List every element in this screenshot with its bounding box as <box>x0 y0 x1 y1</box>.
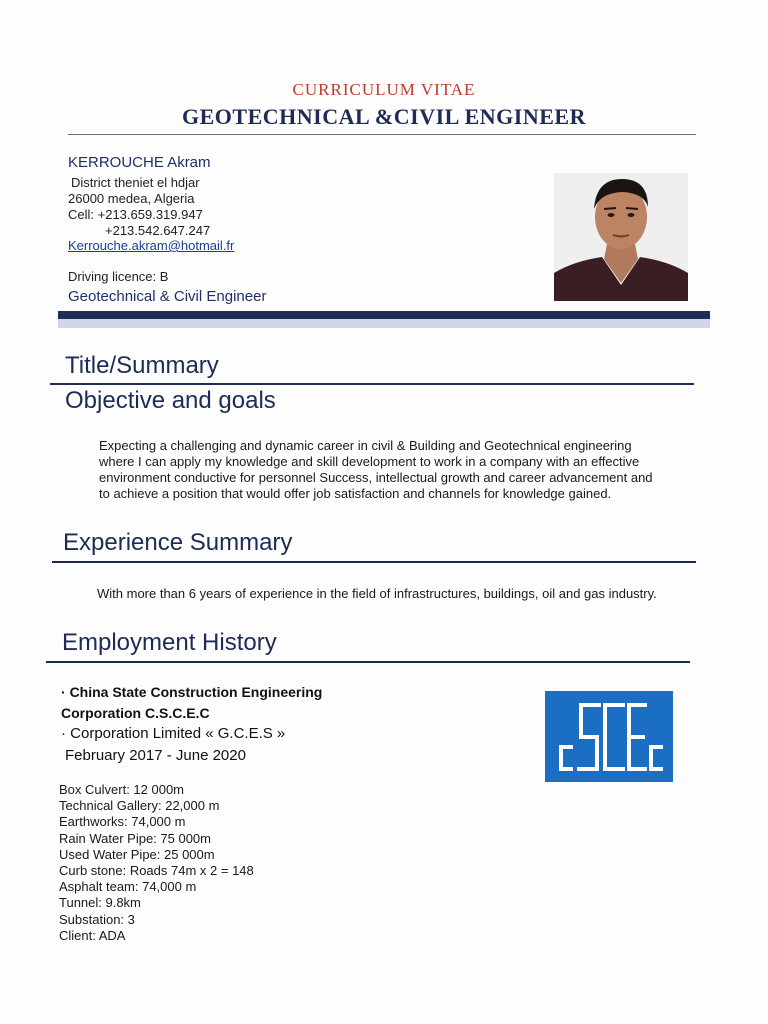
employer-subsidiary <box>61 725 285 742</box>
experience-text: With more than 6 years of experience in the field of infrastructures, buildings, oil and gas industry. <box>97 586 657 601</box>
list-item: Box Culvert: 12 000m <box>59 782 185 797</box>
list-item: Technical Gallery: 22,000 m <box>59 798 220 814</box>
person-portrait-icon <box>554 173 688 301</box>
objective-text: Expecting a challenging and dynamic career in civil & Building and Geotechnical engineering where I can apply my knowledge and skill development to work in a company with an effective environment conductive for personnel Success, intellectual growth and career advancement and to achieve a position that would offer job satisfaction and channels for knowledge gained. <box>99 438 653 501</box>
email-link[interactable]: Kerrouche.akram@hotmail.fr <box>68 238 235 253</box>
employer-line-2: Corporation C.S.C.E.C <box>61 705 210 721</box>
project-stats-list <box>59 782 254 944</box>
list-item: Substation: 3 <box>59 911 135 927</box>
list-item: Earthworks: 74,000 m <box>59 814 186 830</box>
cell-phone-2: +213.542.647.247 <box>105 223 211 238</box>
list-item: Client: ADA <box>59 927 126 943</box>
cscec-logo <box>545 691 673 782</box>
cell-phone: Cell: +213.659.319.947 <box>68 207 203 222</box>
candidate-name: KERROUCHE Akram <box>68 154 211 171</box>
employer-line-1: China State Construction Engineering <box>69 684 323 700</box>
section-title-summary: Title/Summary <box>65 352 219 379</box>
driving-licence: Driving licence: B <box>68 269 169 284</box>
bullet-icon: · <box>61 684 70 700</box>
list-item: Curb stone: Roads 74m x 2 = 148 <box>59 863 254 879</box>
logo-text: cSCEc <box>545 691 549 692</box>
header-divider <box>68 134 696 135</box>
address-line-1: District theniet el hdjar <box>71 175 200 190</box>
header-bar-light <box>58 319 710 328</box>
section-rule-employment <box>46 661 690 663</box>
cscec-logo-icon <box>545 691 673 782</box>
list-item: Rain Water Pipe: 75 000m <box>59 830 211 846</box>
section-rule-experience <box>52 561 696 563</box>
employer-name <box>61 682 322 724</box>
header-bar-dark <box>58 311 710 319</box>
employment-period: February 2017 - June 2020 <box>65 747 246 764</box>
list-item: Asphalt team: 74,000 m <box>59 879 197 895</box>
profile-photo <box>554 173 688 301</box>
objective-heading: Objective and goals <box>65 387 276 414</box>
list-item: Tunnel: 9.8km <box>59 895 141 911</box>
address-line-2: 26000 medea, Algeria <box>68 191 195 206</box>
employer-line-3: Corporation Limited « G.C.E.S » <box>70 725 286 742</box>
contact-details <box>68 175 210 239</box>
list-item: Used Water Pipe: 25 000m <box>59 846 215 862</box>
section-rule-summary <box>50 383 694 385</box>
cv-title: GEOTECHNICAL &CIVIL ENGINEER <box>182 104 586 129</box>
employment-heading: Employment History <box>62 629 277 656</box>
candidate-role: Geotechnical & Civil Engineer <box>68 288 267 305</box>
bullet-icon: · <box>61 725 71 742</box>
experience-heading: Experience Summary <box>63 529 293 556</box>
cv-subtitle: CURRICULUM VITAE <box>292 80 476 99</box>
